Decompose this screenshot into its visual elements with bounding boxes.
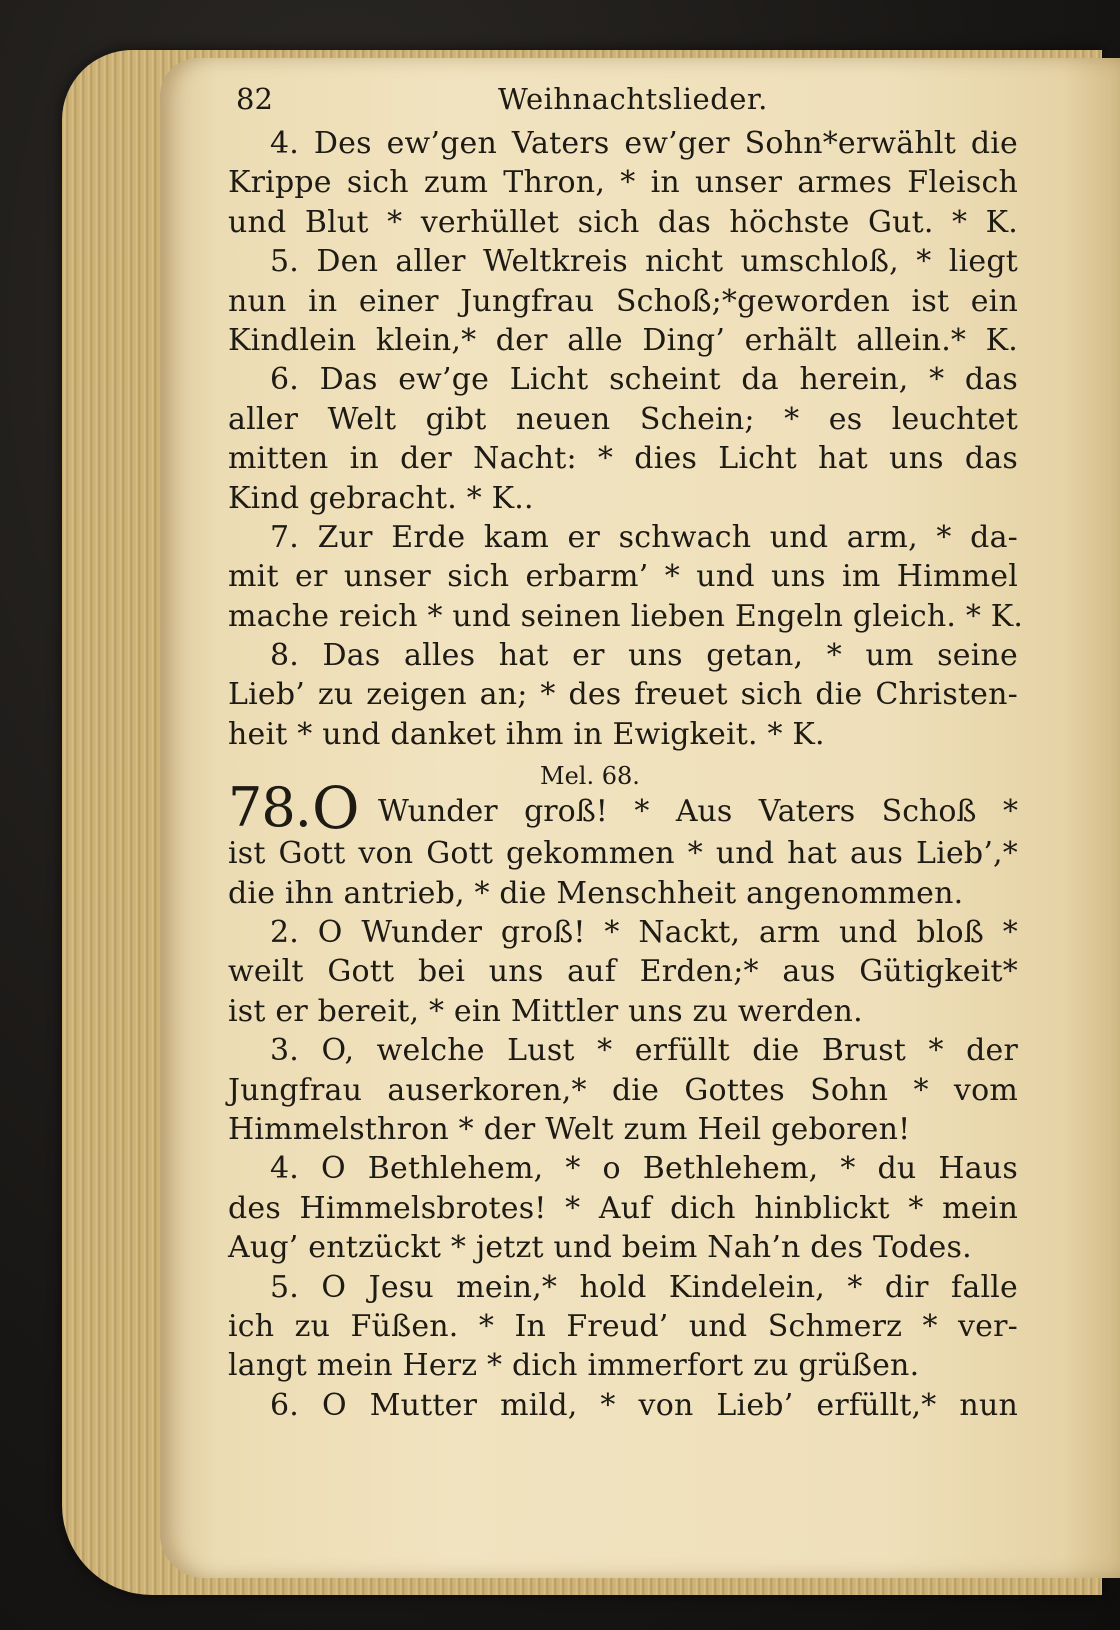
drop-cap: O	[312, 774, 360, 843]
text-line: Kind gebracht. * K..	[228, 480, 534, 516]
text-line: 8. Das alles hat er uns getan, * um seine	[270, 638, 1018, 674]
text-line: ist er bereit, * ein Mittler uns zu werden.	[228, 993, 863, 1029]
text-line: Lieb’ zu zeigen an; * des freuet sich die Christen-	[228, 677, 1018, 713]
text-line: Krippe sich zum Thron, * in unser armes Fleisch	[228, 165, 1018, 201]
text-line: weilt Gott bei uns auf Erden;* aus Gütigkeit*	[228, 954, 1018, 990]
text-line: Aug’ entzückt * jetzt und beim Nah’n des Todes.	[228, 1230, 972, 1266]
melody-label: Mel. 68.	[540, 762, 640, 791]
text-line: mit er unser sich erbarm’ * und uns im Himmel	[228, 559, 1018, 595]
text-line: aller Welt gibt neuen Schein; * es leuchtet	[228, 401, 1018, 437]
text-line: heit * und danket ihm in Ewigkeit. * K.	[228, 716, 825, 752]
text-line: 2. O Wunder groß! * Nackt, arm und bloß *	[270, 915, 1018, 951]
text-line: 3. O, welche Lust * erfüllt die Brust * der	[270, 1033, 1018, 1069]
text-line: des Himmelsbrotes! * Auf dich hinblickt * mein	[228, 1190, 1018, 1226]
text-line: 6. Das ew’ge Licht scheint da herein, * das	[270, 362, 1018, 398]
verses-hymn-78	[228, 834, 1018, 1425]
text-line: nun in einer Jungfrau Schoß;*geworden ist ein	[228, 283, 1018, 319]
text-line: die ihn antrieb, * die Menschheit angenommen.	[228, 875, 964, 911]
text-line: Jungfrau auserkoren,* die Gottes Sohn * vom	[228, 1072, 1018, 1108]
text-line: 6. O Mutter mild, * von Lieb’ erfüllt,* nun	[270, 1387, 1018, 1423]
running-head	[228, 80, 1018, 124]
hymn-number: 78.	[228, 776, 311, 840]
page-text	[228, 80, 1024, 1425]
section-title: Weihnachtslieder.	[498, 82, 768, 116]
text-line: 5. Den aller Weltkreis nicht umschloß, * liegt	[270, 244, 1018, 280]
text-line: ist Gott von Gott gekommen * und hat aus Lieb’,*	[228, 836, 1018, 872]
hymn-first-line: Wunder groß! * Aus Vaters Schoß *	[378, 794, 1018, 830]
text-line: mitten in der Nacht: * dies Licht hat uns das	[228, 441, 1018, 477]
text-line: Himmelsthron * der Welt zum Heil geboren!	[228, 1111, 911, 1147]
page-number: 82	[236, 82, 273, 116]
text-line: 7. Zur Erde kam er schwach und arm, * da-	[270, 519, 1018, 555]
verses-hymn-77	[228, 124, 1024, 754]
text-line: mache reich * und seinen lieben Engeln gleich. * K.	[228, 598, 1024, 634]
text-line: Kindlein klein,* der alle Ding’ erhält allein.* K.	[228, 322, 1018, 358]
text-line: 4. O Bethlehem, * o Bethlehem, * du Haus	[270, 1151, 1018, 1187]
text-line: langt mein Herz * dich immerfort zu grüßen.	[228, 1348, 920, 1384]
text-line: 5. O Jesu mein,* hold Kindelein, * dir falle	[270, 1269, 1018, 1305]
text-line: ich zu Füßen. * In Freud’ und Schmerz * ver-	[228, 1308, 1018, 1344]
text-line: und Blut * verhüllet sich das höchste Gut. * K.	[228, 204, 1018, 240]
text-line: 4. Des ew’gen Vaters ew’ger Sohn*erwählt die	[270, 126, 1018, 161]
